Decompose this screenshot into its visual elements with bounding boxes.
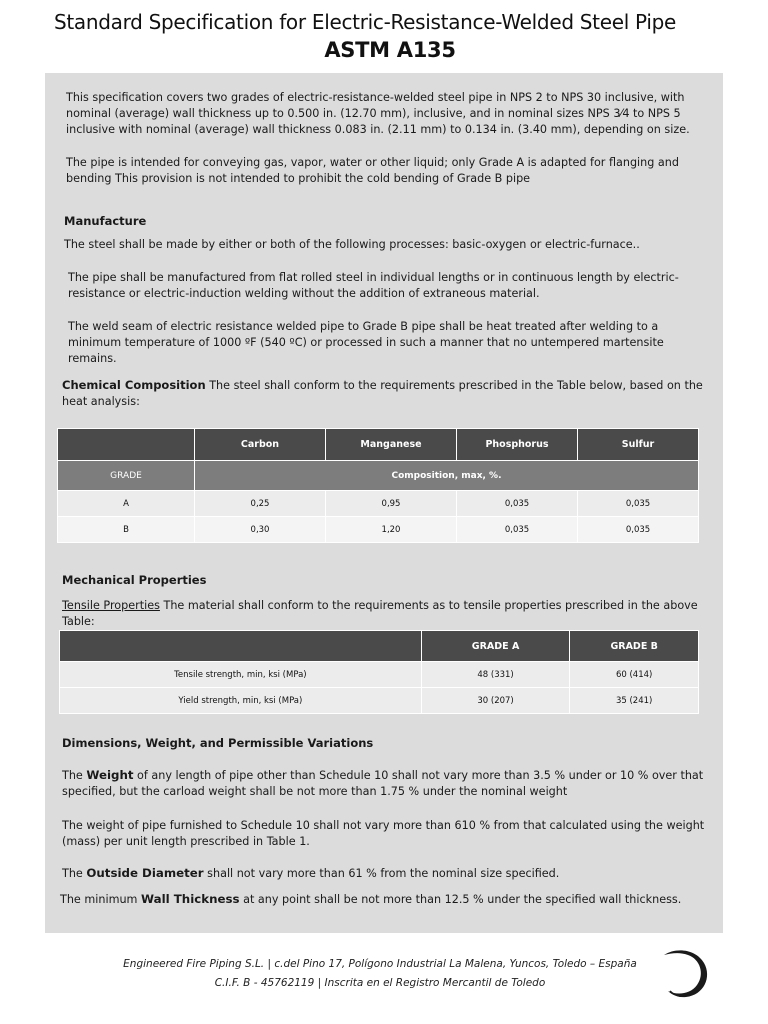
table-cell: 48 (331) [421,662,570,688]
table-cell: 0,035 [578,517,699,543]
od-pre: The [62,867,87,880]
manufacture-paragraph-2: The pipe shall be manufactured from flat rolled steel in individual lengths or in continuous length by electric-resistance or electric-induction welding without the addition of extraneous material. [68,271,679,300]
tensile-text: The material shall conform to the requirements as to tensile properties prescribed in the above Table: [62,599,698,628]
wt-bold: Wall Thickness [141,892,240,906]
table-cell: 30 (207) [421,688,570,714]
document-title: Standard Specification for Electric-Resistance-Welded Steel Pipe [53,10,677,34]
table-cell: 60 (414) [570,662,699,688]
document-code: ASTM A135 [324,38,456,62]
chem-col-phosphorus: Phosphorus [457,429,578,461]
table-cell: 0,035 [457,491,578,517]
table-cell: 0,25 [195,491,326,517]
wt-post: at any point shall be not more than 12.5 % under the specified wall thickness. [239,893,682,906]
table-cell: 0,035 [578,491,699,517]
footer [100,955,660,993]
wt-pre: The minimum [60,893,142,906]
table-cell: A [58,491,195,517]
weight-post: of any length of pipe other than Schedule 10 shall not vary more than 3.5 % under or 10 % over that specified, but the carload weight shall be not more than 1.75 % under the nominal weight [62,769,704,798]
dimensions-heading: Dimensions, Weight, and Permissible Variations [62,736,374,750]
chem-composition-label: Composition, max, %. [195,461,699,491]
chem-header-blank [58,429,195,461]
chemical-composition-table [57,428,699,543]
chemical-composition-paragraph [62,377,716,410]
manufacture-paragraph-3: The weld seam of electric resistance welded pipe to Grade B pipe shall be heat treated after welding to a minimum temperature of 1000 ºF (540 ºC) or processed in such a manner that no untempered martensite remains. [68,320,664,365]
table-cell: Yield strength, min, ksi (MPa) [60,688,422,714]
chemical-heading: Chemical Composition [62,378,206,392]
manufacture-heading: Manufacture [64,214,147,228]
mechanical-properties-table [59,630,699,714]
table-row [58,517,699,543]
chem-grade-label: GRADE [58,461,195,491]
schedule-10-paragraph: The weight of pipe furnished to Schedule 10 shall not vary more than 610 % from that calculated using the weight (mass) per unit length prescribed in Table 1. [62,819,705,848]
mech-col-grade-a: GRADE A [421,631,570,662]
chem-col-carbon: Carbon [195,429,326,461]
mech-col-grade-b: GRADE B [570,631,699,662]
outside-diameter-paragraph [62,865,716,882]
chem-col-sulfur: Sulfur [578,429,699,461]
table-cell: 0,95 [326,491,457,517]
table-row [60,662,699,688]
od-bold: Outside Diameter [86,866,204,880]
manufacture-paragraph-1: The steel shall be made by either or both of the following processes: basic-oxygen or electric-furnace.. [64,238,640,251]
table-cell: Tensile strength, min, ksi (MPa) [60,662,422,688]
table-row [58,491,699,517]
mechanical-heading: Mechanical Properties [62,573,207,587]
table-cell: 35 (241) [570,688,699,714]
chemical-text: The steel shall conform to the requirements prescribed in the Table below, based on the heat analysis: [62,379,703,408]
weight-paragraph [62,767,716,800]
tensile-paragraph [62,598,718,630]
table-cell: 0,035 [457,517,578,543]
weight-bold: Weight [86,768,134,782]
tensile-properties-link: Tensile Properties [62,599,160,612]
weight-pre: The [62,769,87,782]
company-logo-icon [650,945,712,1001]
footer-address: Engineered Fire Piping S.L. | c.del Pino 17, Polígono Industrial La Malena, Yuncos, Toledo – España [123,958,637,970]
intro-paragraph-2: The pipe is intended for conveying gas, vapor, water or other liquid; only Grade A is adapted for flanging and bending This provision is not intended to prohibit the cold bending of Grade B pipe [66,156,679,185]
wall-thickness-paragraph [60,891,716,908]
table-cell: 1,20 [326,517,457,543]
intro-paragraph-1: This specification covers two grades of electric-resistance-welded steel pipe in NPS 2 to NPS 30 inclusive, with nominal (average) wall thickness up to 0.500 in. (12.70 mm), inclusive, and in nominal sizes NPS 3⁄4 to NPS 5 inclusive with nominal (average) wall thickness 0.083 in. (2.11 mm) to 0.134 in. (3.40 mm), depending on size. [66,91,690,136]
chem-col-manganese: Manganese [326,429,457,461]
table-cell: 0,30 [195,517,326,543]
table-row [60,688,699,714]
table-cell: B [58,517,195,543]
mech-header-blank [60,631,422,662]
od-post: shall not vary more than 61 % from the nominal size specified. [203,867,560,880]
footer-registry: C.I.F. B - 45762119 | Inscrita en el Registro Mercantil de Toledo [214,977,546,989]
